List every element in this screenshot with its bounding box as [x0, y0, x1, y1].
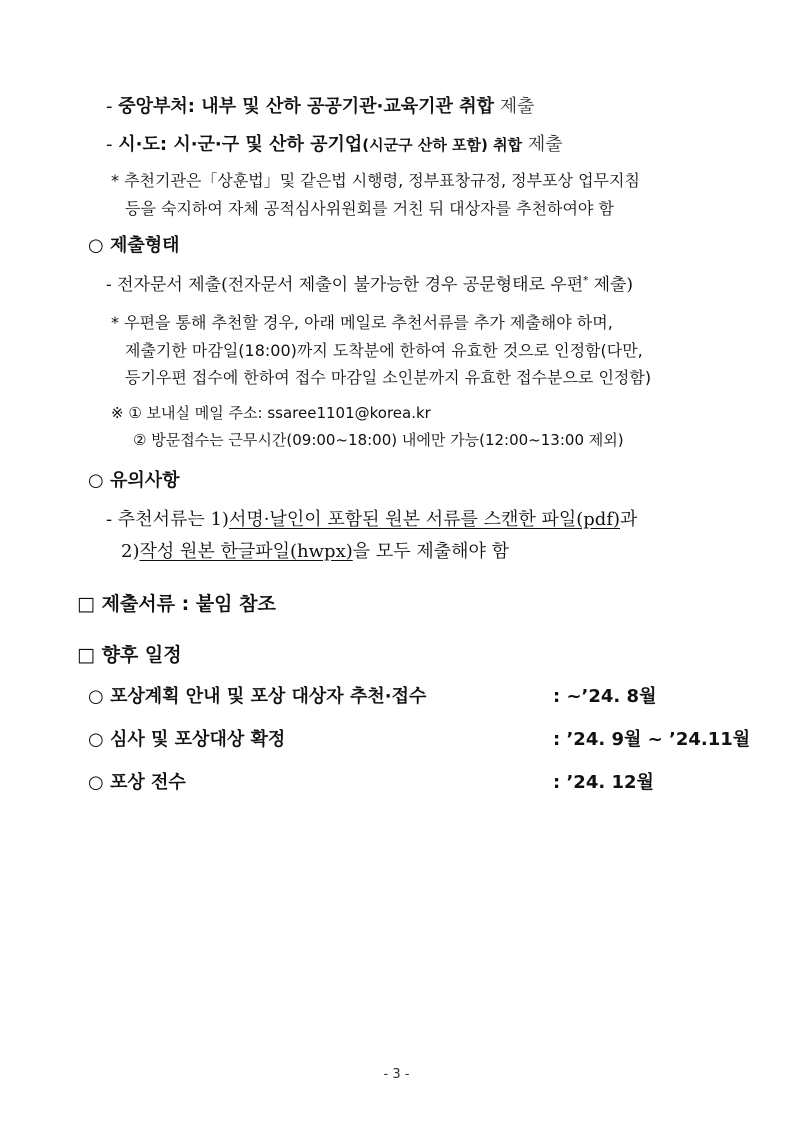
- section-submit-docs: □ 제출서류 : 붙임 참조: [77, 593, 276, 615]
- heading-submit-form: ○ 제출형태: [88, 235, 180, 256]
- line-central-ministry: - 중앙부처: 내부 및 산하 공공기관·교육기관 취합 제출: [106, 96, 535, 117]
- section-schedule: □ 향후 일정: [77, 644, 182, 666]
- schedule-item-label: ○ 포상계획 안내 및 포상 대상자 추천·접수: [88, 686, 427, 707]
- line-province: - 시·도: 시·군·구 및 산하 공기업(시군구 산하 포함) 취합 제출: [106, 134, 563, 155]
- note-mail-2: 제출기한 마감일(18:00)까지 도착분에 한하여 유효한 것으로 인정함(다만,: [125, 341, 643, 360]
- schedule-item-label: ○ 포상 전수: [88, 772, 186, 793]
- note-visit-hours: ② 방문접수는 근무시간(09:00~18:00) 내에만 가능(12:00~13:00 제외): [133, 431, 624, 449]
- note-email-address: ※ ① 보내실 메일 주소: ssaree1101@korea.kr: [111, 404, 431, 422]
- line-caution-2: 2)작성 원본 한글파일(hwpx)을 모두 제출해야 함: [121, 541, 510, 562]
- note-recommend-agency-2: 등을 숙지하여 자체 공적심사위원회를 거친 뒤 대상자를 추천하여야 함: [125, 199, 614, 218]
- schedule-item-label: ○ 심사 및 포상대상 확정: [88, 729, 286, 750]
- heading-caution: ○ 유의사항: [88, 470, 180, 491]
- page-number: - 3 -: [383, 1067, 410, 1082]
- line-caution-1: - 추천서류는 1)서명·날인이 포함된 원본 서류를 스캔한 파일(pdf)과: [106, 509, 638, 530]
- note-mail-3: 등기우편 접수에 한하여 접수 마감일 소인분까지 유효한 접수분으로 인정함): [125, 368, 652, 387]
- schedule-item-date: : ’24. 9월 ~ ’24.11월: [553, 729, 751, 750]
- schedule-item-date: : ’24. 12월: [553, 772, 654, 793]
- note-recommend-agency-1: * 추천기관은「상훈법」및 같은법 시행령, 정부표창규정, 정부포상 업무지침: [111, 171, 640, 190]
- note-mail-1: * 우편을 통해 추천할 경우, 아래 메일로 추천서류를 추가 제출해야 하며,: [111, 313, 613, 332]
- line-electronic-doc: - 전자문서 제출(전자문서 제출이 불가능한 경우 공문형태로 우편* 제출): [106, 275, 634, 295]
- schedule-item-date: : ~’24. 8월: [553, 686, 657, 707]
